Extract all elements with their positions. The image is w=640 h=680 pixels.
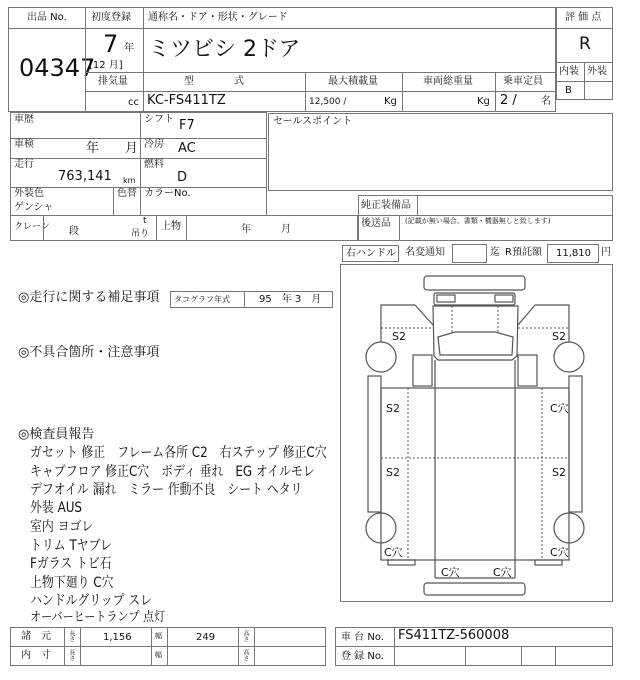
ac-cell [140,138,267,159]
inspection-label: 車検 [14,139,34,150]
inspection-cell [10,138,141,159]
displacement-cell [85,91,144,112]
tacho-value: 95 年 3 月 [259,294,322,305]
report-line: オーバーヒートランプ 点灯 [30,610,166,625]
inner-height-cell [254,646,326,666]
model-cell [143,91,306,112]
report-line: Fガラス トビ石 [30,556,112,572]
color-no-cell [140,187,267,216]
score-value: R [579,34,591,54]
lot-number-cell [8,28,96,112]
interior-score-cell [556,81,585,100]
interior-label-cell [556,62,585,82]
spec-label-cell [10,627,65,647]
model-label-cell [143,72,306,92]
color-value: ゲンシャ [14,202,54,213]
reg-label: 登 録 No. [341,651,384,662]
inspector-title: ◎検査員報告 [18,427,95,442]
model-label: 型 式 [184,76,244,87]
body-value: 年 月 [241,224,291,235]
exterior-label: 外装 [587,66,607,77]
interior-score: B [565,85,572,96]
gross-weight-label-cell [402,72,496,92]
fuel-cell [140,158,267,188]
length-cell [80,627,152,647]
tacho-box [170,291,333,308]
deadline-label: 迄 [490,247,500,258]
reg-cell-4 [555,646,613,666]
report-line: トリム Tヤブレ [30,538,112,554]
first-reg-label: 初度登録 [91,12,131,23]
mileage-cell [10,158,141,188]
later-cell [358,215,613,241]
deposit-value: 11,810 [556,248,591,259]
color-cell [10,187,114,216]
shift-label: シフト [144,114,174,125]
reg-month: [12 月] [89,60,123,71]
rhd-label: 右ハンドル [346,248,396,259]
report-line: ハンドルグリップ スレ [30,593,153,609]
wheel-front-right [554,342,584,372]
windshield [438,332,513,355]
color-label: 外装色 [14,188,44,199]
mudflap-left [388,560,415,565]
max-load-cell [305,91,403,112]
mark-rear-right: C穴 [550,546,569,559]
side-step-right [569,376,582,512]
mark-front-right: S2 [552,330,566,343]
equipment-cell [358,195,613,216]
fuel-label: 燃料 [144,159,164,170]
height-label: 高さ [241,630,249,642]
length-value: 1,156 [103,632,132,643]
mileage-label: 走行 [14,159,34,170]
side-step-left [368,376,381,512]
displacement-label: 排気量 [98,76,128,87]
report-line: 外装 AUS [30,500,82,516]
mileage-value: 763,141 [58,169,112,184]
crane-ton: t [143,216,147,226]
mark-rear-left: C穴 [384,546,403,559]
car-name: ミツビシ 2ドア [148,37,301,62]
headlight-left [437,295,455,302]
inspection-value: 年 月 [86,141,139,156]
truck-diagram [340,260,610,600]
equipment-label: 純正装備品 [361,200,411,211]
name-change-label: 名変通知 [405,247,445,258]
report-line: デフオイル 漏れ ミラー 作動不良 シート ヘタリ [30,482,303,498]
mileage-unit: km [123,176,136,185]
report-line: 上物下廻り C穴 [30,575,114,591]
mark-rear-center-left: C穴 [441,566,460,579]
history-label: 車歴 [14,114,34,125]
score-label: 評 価 点 [565,12,602,23]
capacity-label-cell [495,72,556,92]
later-label: 後送品 [361,218,391,229]
capacity-cell [495,91,556,112]
first-reg-cell [85,28,144,73]
max-load-unit: Kg [384,96,397,107]
report-line: ガセット 修正 フレーム各所 C2 右ステップ 修正C穴 [30,445,327,461]
lot-number: 04347 [19,54,96,82]
chassis-label: 車 台 No. [341,632,384,643]
deposit-unit: 円 [601,247,611,258]
report-line: 室内 ヨゴレ [30,519,94,535]
height-label-cell [238,627,255,647]
width-label-cell [151,627,168,647]
rear-bumper [424,583,525,595]
name-label-cell [143,7,556,29]
reg-cell-2 [465,646,522,666]
seat-right [518,355,537,386]
reg-year-unit: 年 [124,43,134,54]
headlight-right [495,295,513,302]
reg-cell-1 [394,646,466,666]
cargo-bed [381,388,569,560]
color-change-label: 色替 [117,188,137,199]
capacity-value: 2 / [500,93,517,108]
score-label-cell [556,7,613,29]
front-bumper [424,276,525,290]
length-label: 長さ [67,630,75,642]
mark-rear-center-right: C穴 [493,566,512,579]
fuel-value: D [177,170,188,185]
mark-left-upper: S2 [386,402,400,415]
seat-left [413,355,432,386]
max-load-label: 最大積載量 [328,76,378,87]
inner-height-label: 高さ [241,649,249,661]
mudflap-right [535,560,562,565]
shift-cell [140,112,267,139]
width-cell [167,627,239,647]
later-note: (記載が無い場合、書類・機器無しと致します) [405,217,551,225]
gross-weight-label: 車両総重量 [423,76,473,87]
tacho-label: タコグラフ年式 [174,295,230,304]
damage-marks [384,330,569,579]
displacement-label-cell [85,72,144,92]
gross-weight-cell [402,91,496,112]
max-load-label-cell [305,72,403,92]
inner-width-label: 幅 [155,651,162,659]
gross-weight-unit: Kg [477,96,490,107]
name-cell [143,28,556,73]
sales-point-label: セールスポイント [273,116,353,127]
ac-value: AC [178,141,196,156]
model-value: KC-FS411TZ [147,93,226,108]
capacity-unit: 名 [541,96,551,107]
inner-width-label-cell [151,646,168,666]
body-label: 上物 [161,221,181,232]
chassis-cell [394,627,613,647]
mark-right-upper: C穴 [550,402,569,415]
spec-label: 諸 元 [21,631,51,642]
color-no-label: カラーNo. [144,188,191,199]
crane-label: クレーン [14,222,50,232]
max-load-value: 12,500 / [309,97,347,107]
inner-height-label-cell [238,646,255,666]
inner-width-cell [167,646,239,666]
report-line: キャブフロア 修正C穴 ボディ 垂れ EG オイルモレ [30,464,315,480]
cab [433,306,518,360]
mark-left-lower: S2 [386,466,400,479]
mark-front-left: S2 [392,330,406,343]
first-reg-label-cell [85,7,144,29]
height-cell [254,627,326,647]
crane-steps: 段 [69,226,79,237]
chassis-value: FS411TZ-560008 [398,628,510,643]
history-cell [10,112,141,139]
lot-label: 出品 No. [27,12,67,23]
wheel-front-left [366,342,396,372]
name-label: 通称名・ドア・形状・グレード [148,12,288,23]
crane-hoist: 吊り [131,229,150,239]
inner-length-label: 長さ [67,649,75,661]
inner-length-label-cell [64,646,81,666]
color-change-cell [113,187,141,216]
exterior-label-cell [584,62,613,82]
lot-label-cell [8,7,86,29]
reg-cell-3 [521,646,556,666]
width-label: 幅 [155,632,162,640]
reg-label-cell [335,646,395,666]
inner-label-cell [10,646,65,666]
length-label-cell [64,627,81,647]
deposit-label: R預託額 [505,247,542,258]
mark-right-lower: S2 [552,466,566,479]
mileage-notes-title: ◎走行に関する補足事項 [18,290,160,305]
score-cell [556,28,613,63]
ac-label: 冷房 [144,139,164,150]
sales-point-cell [268,113,613,191]
crane-row [10,215,358,241]
interior-label: 内装 [559,66,579,77]
displacement-unit: cc [128,97,139,108]
defects-title: ◎不具合箇所・注意事項 [18,345,160,360]
exterior-score-cell [584,81,613,100]
inner-label: 内 寸 [21,650,51,661]
width-value: 249 [196,632,216,643]
chassis-label-cell [335,627,395,647]
capacity-label: 乗車定員 [503,76,543,87]
inner-length-cell [80,646,152,666]
shift-value: F7 [179,118,195,133]
reg-year: 7 [103,30,119,58]
